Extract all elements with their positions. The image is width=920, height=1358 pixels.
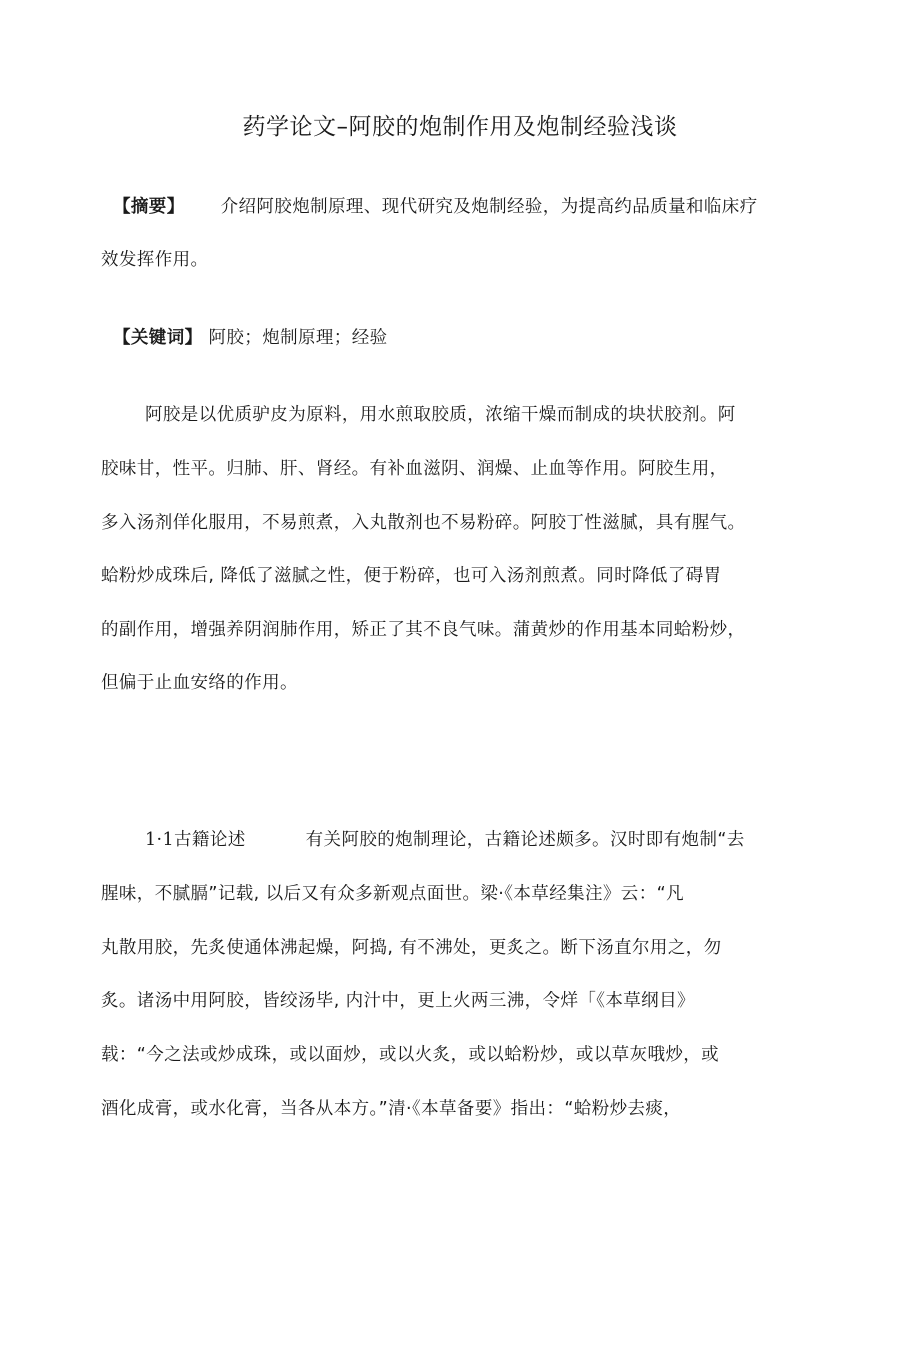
document-title: 药学论文–阿胶的炮制作用及炮制经验浅谈 (242, 114, 678, 140)
section-1-1-line-4: 炙。诸汤中用阿胶，皆绞汤毕, 内汁中，更上火两三沸，令烊「《本草纲目》 (101, 991, 695, 1011)
section-1-1-line-3: 丸散用胶，先炙使通体沸起燥，阿捣, 有不沸处，更炙之。断下汤直尔用之，勿 (101, 938, 722, 958)
abstract-label: 【摘要】 (113, 197, 185, 217)
keywords-line (113, 325, 388, 351)
section-number: 1·1 (145, 830, 175, 850)
abstract-line-1 (113, 194, 758, 220)
section-1-1-line-5: 载：“今之法或炒成珠，或以面炒，或以火炙，或以蛤粉炒，或以草灰哦炒，或 (101, 1045, 720, 1065)
keywords-text: 阿胶；炮制原理；经验 (208, 328, 388, 348)
section-text-1: 有关阿胶的炮制理论，古籍论述颇多。汉时即有炮制“去 (305, 830, 745, 850)
section-heading: 古籍论述 (174, 830, 246, 850)
abstract-text-1: 介绍阿胶炮制原理、现代研究及炮制经验，为提高约品质量和临床疗 (220, 197, 758, 217)
intro-line-3: 多入汤剂佯化服用，不易煎煮，入丸散剂也不易粉碎。阿胶丁性滋腻，具有腥气。 (101, 513, 746, 533)
keywords-label: 【关键词】 (113, 328, 203, 348)
intro-line-4: 蛤粉炒成珠后, 降低了滋腻之性，便于粉碎，也可入汤剂煎煮。同时降低了碍胃 (101, 566, 722, 586)
section-1-1-line-2: 腥味，不腻膈”记载, 以后又有众多新观点面世。梁·《本草经集注》云：“凡 (101, 884, 684, 904)
section-1-1-line-1 (145, 827, 745, 853)
intro-line-5: 的副作用，增强养阴润肺作用，矫正了其不良气味。蒲黄炒的作用基本同蛤粉炒， (101, 620, 746, 640)
section-1-1-line-6: 酒化成膏，或水化膏，当各从本方。”清·《本草备要》指出：“蛤粉炒去痰， (101, 1099, 682, 1119)
intro-line-1: 阿胶是以优质驴皮为原料，用水煎取胶质，浓缩干燥而制成的块状胶剂。阿 (145, 405, 736, 425)
intro-line-2: 胶味甘，性平。归肺、肝、肾经。有补血滋阴、润燥、止血等作用。阿胶生用， (101, 459, 728, 479)
intro-line-6: 但偏于止血安络的作用。 (101, 673, 298, 693)
abstract-line-2: 效发挥作用。 (101, 250, 209, 270)
